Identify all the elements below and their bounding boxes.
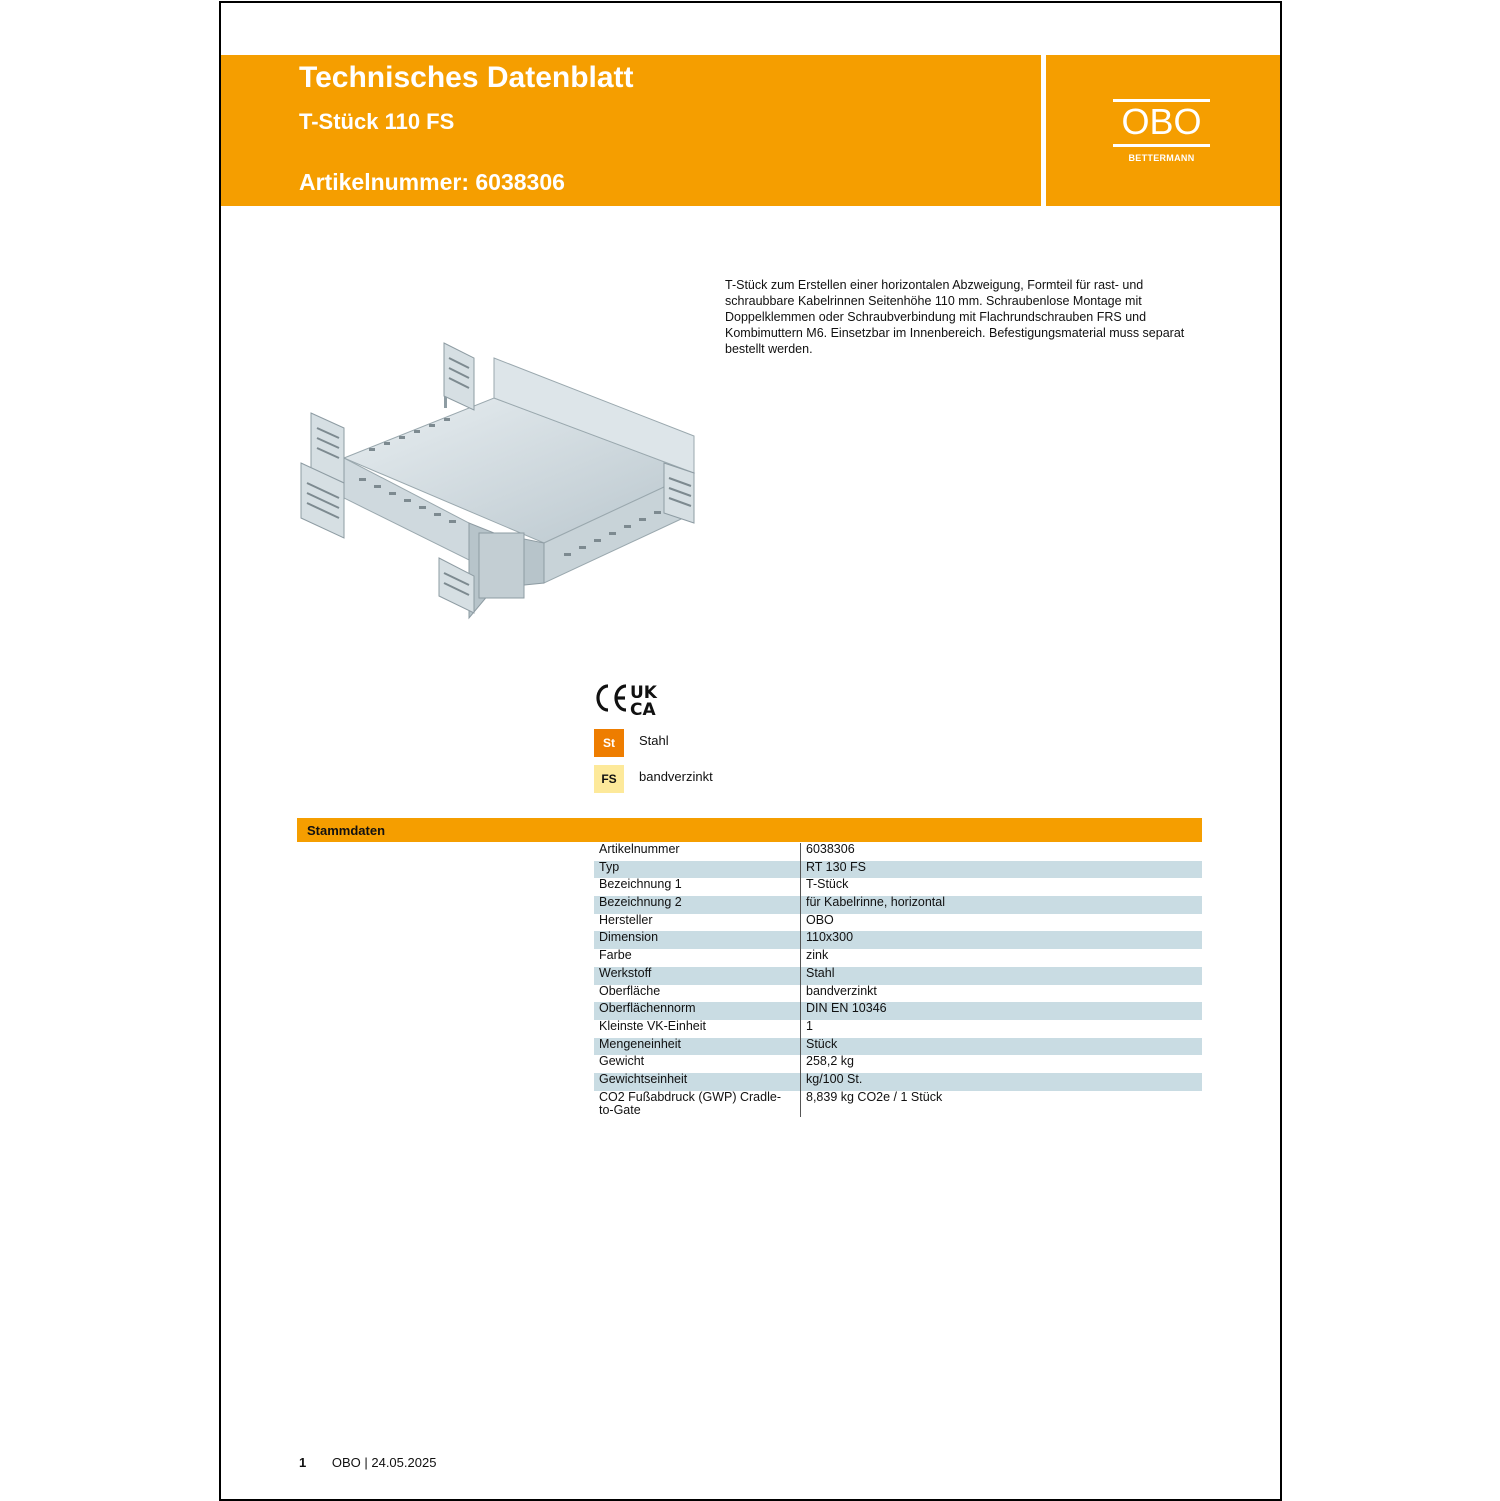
material-label-fs: bandverzinkt bbox=[639, 769, 713, 784]
section-title: Stammdaten bbox=[307, 823, 386, 838]
row-key: Gewichtseinheit bbox=[594, 1073, 801, 1091]
page-footer bbox=[299, 1455, 436, 1470]
row-value: 8,839 kg CO2e / 1 Stück bbox=[801, 1091, 1203, 1117]
material-label-st: Stahl bbox=[639, 733, 669, 748]
row-value: T-Stück bbox=[801, 878, 1203, 896]
table-row bbox=[594, 914, 1202, 932]
table-row bbox=[594, 843, 1202, 861]
row-value: Stück bbox=[801, 1038, 1203, 1056]
row-value: 110x300 bbox=[801, 931, 1203, 949]
table-row bbox=[594, 1073, 1202, 1091]
table-row bbox=[594, 878, 1202, 896]
row-key: Hersteller bbox=[594, 914, 801, 932]
table-row bbox=[594, 1020, 1202, 1038]
material-badge-st: St bbox=[594, 729, 624, 757]
ce-ukca-mark bbox=[594, 680, 669, 720]
datasheet-page bbox=[219, 1, 1282, 1501]
product-description: T-Stück zum Erstellen einer horizontalen Abzweigung, Formteil für rast- und schraubbare Kabelrinnen Seitenhöhe 110 mm. Schraubenlose Montage mit Doppelklemmen oder Schraubverbindung mit Flachrundschrauben FRS und Kombimuttern M6. Einsetzbar im Innenbereich. Befestigungsmaterial muss separat bestellt werden. bbox=[725, 278, 1185, 356]
row-key: Mengeneinheit bbox=[594, 1038, 801, 1056]
row-value: bandverzinkt bbox=[801, 985, 1203, 1003]
row-key: Kleinste VK-Einheit bbox=[594, 1020, 801, 1038]
product-subtitle: T-Stück 110 FS bbox=[299, 109, 455, 134]
row-value: OBO bbox=[801, 914, 1203, 932]
product-image bbox=[299, 338, 699, 623]
article-number-heading: Artikelnummer: 6038306 bbox=[299, 169, 565, 195]
table-row bbox=[594, 1002, 1202, 1020]
table-row bbox=[594, 949, 1202, 967]
logo-text: OBO bbox=[1121, 101, 1202, 142]
header-divider bbox=[1041, 55, 1046, 206]
table-row bbox=[594, 861, 1202, 879]
obo-logo bbox=[1113, 99, 1213, 165]
logo-bottom-bar bbox=[1113, 144, 1210, 147]
header-banner bbox=[221, 55, 1280, 206]
row-key: CO2 Fußabdruck (GWP) Cradle-to-Gate bbox=[594, 1091, 801, 1117]
table-row bbox=[594, 1091, 1202, 1117]
row-value: Stahl bbox=[801, 967, 1203, 985]
table-row bbox=[594, 967, 1202, 985]
row-key: Artikelnummer bbox=[594, 843, 801, 861]
page-number: 1 bbox=[299, 1455, 307, 1470]
table-row bbox=[594, 1055, 1202, 1073]
row-value: 1 bbox=[801, 1020, 1203, 1038]
row-key: Gewicht bbox=[594, 1055, 801, 1073]
table-row bbox=[594, 896, 1202, 914]
row-value: 258,2 kg bbox=[801, 1055, 1203, 1073]
row-key: Werkstoff bbox=[594, 967, 801, 985]
table-row bbox=[594, 1038, 1202, 1056]
row-key: Typ bbox=[594, 861, 801, 879]
row-value: zink bbox=[801, 949, 1203, 967]
table-row bbox=[594, 985, 1202, 1003]
row-value: kg/100 St. bbox=[801, 1073, 1203, 1091]
master-data-table bbox=[594, 843, 1202, 1117]
ukca-bottom: CA bbox=[630, 700, 656, 720]
row-key: Dimension bbox=[594, 931, 801, 949]
row-key: Bezeichnung 1 bbox=[594, 878, 801, 896]
row-value: für Kabelrinne, horizontal bbox=[801, 896, 1203, 914]
footer-text: OBO | 24.05.2025 bbox=[331, 1455, 437, 1470]
material-badge-fs: FS bbox=[594, 765, 624, 793]
logo-subtext: BETTERMANN bbox=[1128, 153, 1195, 163]
row-key: Oberfläche bbox=[594, 985, 801, 1003]
row-key: Farbe bbox=[594, 949, 801, 967]
table-row bbox=[594, 931, 1202, 949]
section-header-stammdaten bbox=[297, 818, 1202, 842]
row-value: DIN EN 10346 bbox=[801, 1002, 1203, 1020]
row-value: RT 130 FS bbox=[801, 861, 1203, 879]
row-value: 6038306 bbox=[801, 843, 1203, 861]
ukca-top: UK bbox=[630, 683, 657, 703]
row-key: Oberflächennorm bbox=[594, 1002, 801, 1020]
page-title: Technisches Datenblatt bbox=[299, 61, 634, 94]
row-key: Bezeichnung 2 bbox=[594, 896, 801, 914]
